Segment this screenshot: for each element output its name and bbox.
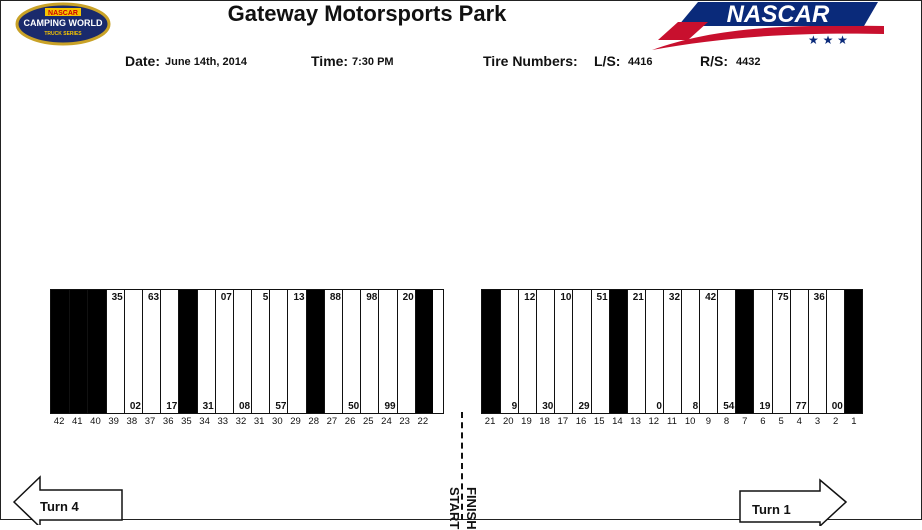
- stall-numbers-right: [481, 416, 863, 427]
- rs-value: 4432: [736, 56, 761, 68]
- car-number-bottom: 31: [202, 401, 214, 412]
- car-number-top: 63: [148, 292, 160, 303]
- pit-stall: [342, 290, 360, 413]
- blocked-stall: [51, 290, 69, 413]
- pit-road-left: [50, 289, 444, 414]
- stall-number: 38: [126, 416, 138, 427]
- stall-number: 11: [667, 416, 677, 427]
- stall-number: 36: [162, 416, 174, 427]
- stall-number: 41: [71, 416, 83, 427]
- blocked-stall: [415, 290, 433, 413]
- svg-text:NASCAR: NASCAR: [726, 1, 830, 28]
- pit-stall: [591, 290, 609, 413]
- stall-number: 12: [648, 416, 660, 427]
- car-number-bottom: 0: [656, 401, 662, 412]
- car-number-bottom: 19: [759, 401, 771, 412]
- car-number-bottom: 77: [795, 401, 807, 412]
- stall-number: 30: [272, 416, 283, 427]
- car-number-top: 51: [596, 292, 608, 303]
- stall-number: 9: [705, 416, 711, 427]
- svg-text:CAMPING WORLD: CAMPING WORLD: [23, 18, 103, 28]
- blocked-stall: [735, 290, 753, 413]
- stall-number: 42: [53, 416, 65, 427]
- pit-stall: [378, 290, 396, 413]
- stall-number: 35: [181, 416, 192, 427]
- pit-stall: [790, 290, 808, 413]
- pit-stall: [681, 290, 699, 413]
- pit-stall: [124, 290, 142, 413]
- pit-stall: [753, 290, 771, 413]
- pit-stall: [645, 290, 663, 413]
- pit-stall: [251, 290, 269, 413]
- ls-label: L/S:: [594, 53, 621, 69]
- blocked-stall: [609, 290, 627, 413]
- car-number-bottom: 99: [384, 401, 396, 412]
- stall-number: 19: [521, 416, 532, 427]
- stall-number: 8: [723, 416, 730, 427]
- car-number-top: 88: [329, 292, 341, 303]
- stall-number: 7: [742, 416, 748, 427]
- pit-stall: [826, 290, 844, 413]
- car-number-bottom: 08: [238, 401, 251, 412]
- page-title: Gateway Motorsports Park: [227, 1, 507, 26]
- pit-stall: [160, 290, 178, 413]
- stall-number: 22: [417, 416, 429, 427]
- stall-number: 18: [539, 416, 550, 427]
- car-number-bottom: 54: [723, 401, 735, 412]
- pit-stall: [627, 290, 645, 413]
- stall-number: 32: [235, 416, 247, 427]
- pit-stall: [572, 290, 590, 413]
- car-number-top: 98: [366, 292, 378, 303]
- time-value: 7:30 PM: [352, 56, 394, 68]
- stall-number: 37: [144, 416, 156, 427]
- car-number-bottom: 8: [692, 401, 699, 412]
- stall-number: 2: [833, 416, 839, 427]
- turn-1-label: Turn 1: [752, 502, 791, 517]
- pit-stall: [808, 290, 826, 413]
- stall-number: 31: [253, 416, 265, 427]
- stall-number: 23: [399, 416, 410, 427]
- car-number-top: 20: [402, 292, 414, 303]
- car-number-bottom: 17: [166, 401, 178, 412]
- blocked-stall: [69, 290, 87, 413]
- blocked-stall: [482, 290, 500, 413]
- pit-stall: [360, 290, 378, 413]
- car-number-top: 10: [560, 292, 572, 303]
- blocked-stall: [87, 290, 105, 413]
- date-value: June 14th, 2014: [165, 56, 247, 68]
- car-number-bottom: 29: [578, 401, 590, 412]
- stall-number: 3: [814, 416, 821, 427]
- stall-number: 26: [344, 416, 356, 427]
- pit-stall: [500, 290, 518, 413]
- pit-stall: [772, 290, 790, 413]
- ls-value: 4416: [628, 56, 653, 68]
- pit-stall: [518, 290, 536, 413]
- pit-stall: [554, 290, 572, 413]
- pit-stall: [536, 290, 554, 413]
- stall-number: 27: [326, 416, 338, 427]
- pit-stall: [142, 290, 160, 413]
- car-number-bottom: 9: [511, 401, 518, 412]
- finish-label: FINISH: [464, 487, 479, 530]
- pit-stall: [717, 290, 735, 413]
- rs-label: R/S:: [700, 53, 728, 69]
- pit-stall: [215, 290, 233, 413]
- stall-number: 24: [381, 416, 392, 427]
- car-number-top: 32: [668, 292, 681, 303]
- stall-numbers-left: [50, 416, 432, 427]
- blocked-stall: [844, 290, 862, 413]
- blocked-stall: [306, 290, 324, 413]
- stall-number: 15: [593, 416, 605, 427]
- stall-number: 10: [684, 416, 696, 427]
- car-number-top: 21: [632, 292, 644, 303]
- pit-road-right: [481, 289, 863, 414]
- stall-number: 21: [484, 416, 496, 427]
- nascar-logo: [648, 0, 892, 52]
- stall-number: 17: [557, 416, 569, 427]
- pit-stall: [699, 290, 717, 413]
- stall-number: 13: [630, 416, 641, 427]
- car-number-top: 35: [111, 292, 123, 303]
- stall-number: 40: [90, 416, 101, 427]
- car-number-bottom: 57: [275, 401, 287, 412]
- pit-stall: [233, 290, 251, 413]
- car-number-top: 36: [813, 292, 825, 303]
- car-number-top: 12: [524, 292, 536, 303]
- pit-stall: [287, 290, 305, 413]
- pit-stall: [324, 290, 342, 413]
- svg-text:TRUCK SERIES: TRUCK SERIES: [44, 31, 82, 37]
- stall-number: 20: [502, 416, 514, 427]
- tire-numbers-label: Tire Numbers:: [483, 53, 578, 69]
- stall-number: 33: [217, 416, 229, 427]
- pit-stall: [397, 290, 415, 413]
- car-number-top: 13: [293, 292, 305, 303]
- svg-text:NASCAR: NASCAR: [48, 10, 78, 17]
- stall-number: 39: [108, 416, 119, 427]
- car-number-bottom: 30: [542, 401, 554, 412]
- car-number-bottom: 02: [129, 401, 141, 412]
- blocked-stall: [178, 290, 196, 413]
- turn-4-label: Turn 4: [40, 499, 79, 514]
- car-number-bottom: 00: [831, 401, 843, 412]
- pit-stall: [269, 290, 287, 413]
- pit-stall: [106, 290, 124, 413]
- stall-number: 29: [290, 416, 301, 427]
- svg-text:★ ★ ★: ★ ★ ★: [808, 33, 848, 47]
- pit-stall: [197, 290, 215, 413]
- date-label: Date:: [125, 53, 161, 69]
- stall-number: 4: [796, 416, 802, 427]
- stall-number: 1: [851, 416, 857, 427]
- stall-number: 6: [760, 416, 766, 427]
- car-number-top: 42: [705, 292, 717, 303]
- stall-number: 25: [362, 416, 374, 427]
- car-number-top: 07: [220, 292, 232, 303]
- start-label: START: [447, 487, 462, 530]
- car-number-bottom: 50: [348, 401, 360, 412]
- stall-number: 34: [199, 416, 210, 427]
- car-number-top: 75: [777, 292, 789, 303]
- pit-stall: [663, 290, 681, 413]
- time-label: Time:: [311, 53, 349, 69]
- stall-number: 16: [575, 416, 587, 427]
- stall-number: 28: [308, 416, 319, 427]
- car-number-top: 5: [262, 292, 269, 303]
- stall-number: 5: [778, 416, 784, 427]
- stall-number: 14: [612, 416, 623, 427]
